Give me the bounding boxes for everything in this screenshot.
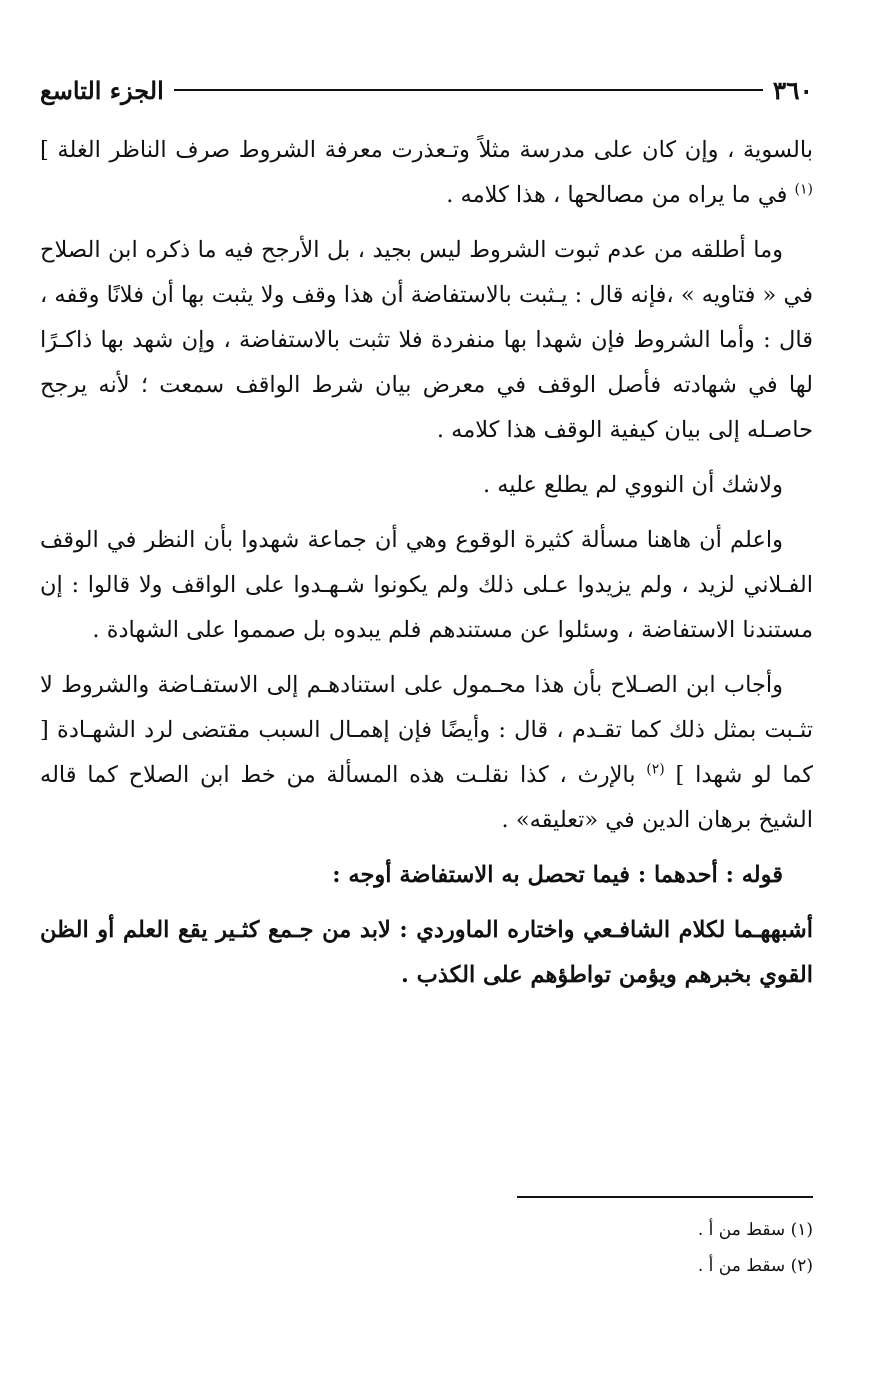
paragraph-text: بالسوية ، وإن كان على مدرسة مثلاً وتـعذرت معرفة الشروط صرف الناظر الغلة ] — [40, 137, 813, 163]
paragraph-text: بالإرث ، كذا نقلـت هذه المسألة من خط ابن الصلاح كما قاله الشيخ برهان الدين في «تعليقه» . — [40, 762, 813, 833]
paragraph-3: ولاشك أن النووي لم يطلع عليه . — [482, 472, 783, 498]
footnote-marker-2: (٢) — [646, 761, 665, 778]
page-number: ٣٦٠ — [772, 75, 813, 105]
paragraph-2: وما أطلقه من عدم ثبوت الشروط ليس بجيد ، بل الأرجح فيه ما ذكره ابن الصلاح في « فتاويه » ،فإنه قال : يـثبت بالاستفاضة أن هذا وقف ولا يثبت بها أن فلانًا وقفه ، قال : وأما الشروط فإن شهدا بها منفردة فلا تثبت بالاستفاضة ، وإن شهد بها ذاكـرًا لها في شهادته فأصل الوقف في معرض بيان شرط الواقف سمعت ؛ لأنه يرجح حاصـله إلى بيان كيفية الوقف هذا كلامه . — [40, 237, 813, 443]
running-title: الجزء التاسع — [40, 75, 164, 105]
paragraph-1 — [40, 128, 813, 218]
page-header — [40, 70, 813, 110]
footnote-marker-1: (١) — [794, 181, 813, 198]
footnote-2: (٢) سقط من أ . — [697, 1256, 813, 1276]
paragraph-text: في ما يراه من مصالحها ، هذا كلامه . — [446, 182, 795, 208]
quoted-text: أشبههـما لكلام الشافـعي واختاره الماوردي : لابد من جـمع كثـير يقع العلم أو الظن القوي بخبرهم ويؤمن تواطؤهم على الكذب . — [40, 917, 813, 988]
footnote-1: (١) سقط من أ . — [697, 1220, 813, 1240]
paragraph-text: وأجاب ابن الصـلاح بأن هذا محـمول على استنادهـم إلى الاستفـاضة والشروط لا تثـبت بمثل ذلك كما تقـدم ، قال : وأيضًا فإن إهمـال السبب مقتضى لرد الشهـادة [ كما لو شهدا ] — [40, 672, 813, 788]
paragraph-5 — [40, 663, 813, 843]
main-text — [40, 128, 813, 1008]
footnotes — [413, 1212, 813, 1284]
footnote-separator — [517, 1196, 813, 1198]
header-rule — [174, 89, 763, 91]
quoted-heading: قوله : أحدهما : فيما تحصل به الاستفاضة أوجه : — [332, 862, 783, 888]
paragraph-4: واعلم أن هاهنا مسألة كثيرة الوقوع وهي أن جماعة شهدوا بأن النظر في الوقف الفـلاني لزيد ، ولم يزيدوا عـلى ذلك ولم يكونوا شـهـدوا على الواقف ولا قالوا : إن مستندنا الاستفاضة ، وسئلوا عن مستندهم فلم يبدوه بل صمموا على الشهادة . — [40, 527, 813, 643]
